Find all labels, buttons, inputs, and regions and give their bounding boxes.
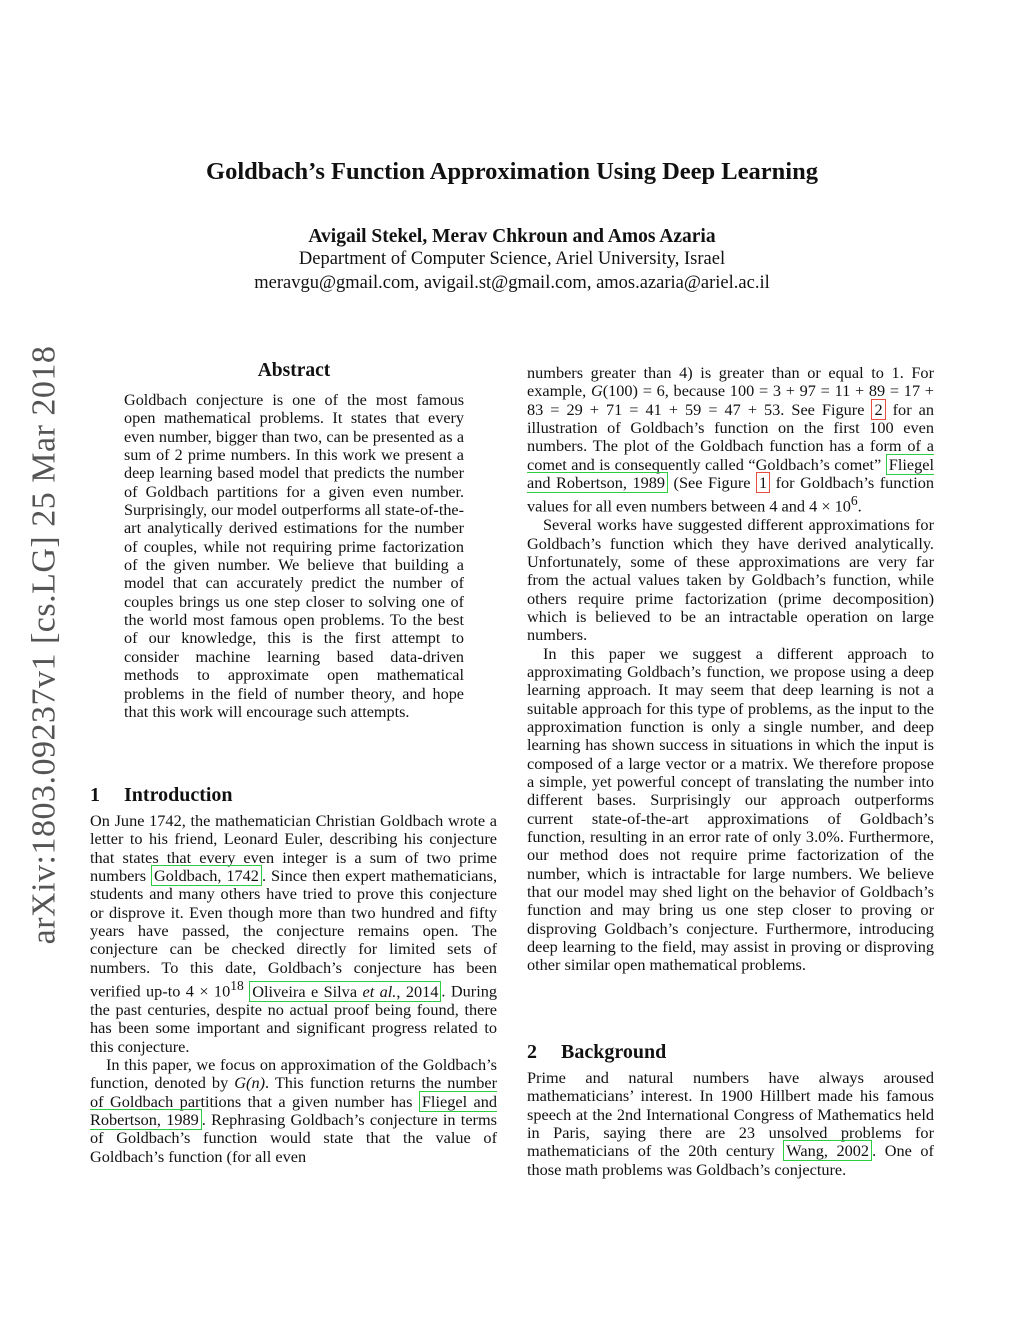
section-heading-introduction <box>90 784 233 807</box>
background-column <box>527 1069 934 1179</box>
author-affiliation: Department of Computer Science, Ariel University, Israel <box>298 249 726 269</box>
left-column <box>90 812 497 1166</box>
right-column <box>527 364 934 975</box>
abstract-heading: Abstract <box>257 360 331 381</box>
section-heading-background <box>527 1041 666 1064</box>
section-title: Introduction <box>124 784 233 806</box>
abstract-text: Goldbach conjecture is one of the most famous open mathematical problems. It states that every even number, bigger than two, can be presented as a sum of 2 prime numbers. In this work we present a deep learning based model that predicts the number of Goldbach partitions for a given even number. Surprisingly, our model outperforms all state-of-the-art analytically derived estimations for the number of couples, while not requiring prime factorization of the given number. We believe that building a model that can accurately predict the number of couples brings us one step closer to solving one of the world most famous open problems. To the best of our knowledge, this is the first attempt to consider machine learning based data-driven methods to approximate open mathematical problems in the field of number theory, and hope that this work will encourage such attempts. <box>124 391 464 721</box>
intro-paragraph-3: numbers greater than 4) is greater than or equal to 1. For example, G(100) = 6, because 100 = 3 + 97 = 11 + 89 = 17 + 83 = 29 + 71 = 41 + 59 = 47 + 53. See Figure 2 for an illustration of Goldbach’s function on the first 100 even numbers. The plot of the Goldbach function has a form of a comet and is consequently called “Goldbach’s comet” Fliegel and Robertson, 1989 (See Figure 1 for Goldbach’s function values for all even numbers between 4 and $4 \times 10^6$. <box>527 363 935 516</box>
citation-link[interactable]: Oliveira e Silva et al., 2014 <box>249 981 441 1002</box>
section-number: 1 <box>90 784 100 806</box>
author-emails: meravgu@gmail.com, avigail.st@gmail.com, amos.azaria@ariel.ac.il <box>254 273 770 293</box>
background-paragraph-1: Prime and natural numbers have always aroused mathematicians’ interest. In 1900 Hillbert made his famous speech at the 2nd International Congress of Mathematics held in Paris, saying there are 23 unsolved problems for mathematicians of the 20th century Wang, 2002 . One of those math problems was Goldbach’s conjecture. <box>527 1068 934 1179</box>
intro-paragraph-1: On June 1742, the mathematician Christian Goldbach wrote a letter to his friend, Leonard Euler, describing his conjecture that states that every even integer is a sum of two prime numbers Goldbach, 1742 . Since then expert mathematicians, students and many others have tried to prove this conjecture or disprove it. Even though more than two hundred and fifty years have passed, the conjecture remains open. The conjecture can be checked directly for limited sets of numbers. To this date, Goldbach’s conjecture has been verified up-to $4 \times 10^{18}$ Oliveira e Silva et al., 2014 . During the past centuries, despite no actual proof being found, there has been some important and significant progress related to this conjecture. <box>90 811 498 1056</box>
arxiv-stamp: arXiv:1803.09237v1 [cs.LG] 25 Mar 2018 <box>25 345 63 945</box>
citation-link[interactable]: Fliegel and Robertson, 1989 <box>527 454 934 493</box>
figure-reference-link[interactable]: 2 <box>871 399 885 420</box>
paper-title: Goldbach’s Function Approximation Using Deep Learning <box>206 158 818 185</box>
intro-paragraph-2: In this paper, we focus on approximation of the Goldbach’s function, denoted by G(n). This function returns the number of Goldbach partitions that a given number has Fliegel and Robertson, 1989 . Rephrasing Goldbach’s conjecture in terms of Goldbach’s function would state that the value of Goldbach’s function (for all even <box>90 1054 498 1166</box>
figure-reference-link[interactable]: 1 <box>756 472 770 493</box>
citation-link[interactable]: Wang, 2002 <box>783 1140 872 1161</box>
citation-link[interactable]: Goldbach, 1742 <box>151 865 262 886</box>
section-number: 2 <box>527 1041 537 1063</box>
section-title: Background <box>561 1041 667 1063</box>
intro-paragraph-5: In this paper we suggest a different approach to approximating Goldbach’s function, we propose using a deep learning approach. It may seem that deep learning is not a suitable approach for this type of problems, as the input to the approximation function is only a single number, and deep learning has shown success in situations in which the input is composed of a large vector or a matrix. We therefore propose a simple, yet powerful concept of translating the number into different bases. Surprisingly our approach outperforms current state-of-the-art approximations of Goldbach’s function, resulting in an error rate of only 3.0%. Furthermore, our method does not require prime factorization of the number, which is intractable for large numbers. We believe that our model may shed light on the behavior of Goldbach’s function and may bring us one step closer to proving or disproving Goldbach’s conjecture. Furthermore, introducing deep learning to the field, may assist in proving or disproving other similar open mathematical problems. <box>527 643 934 975</box>
intro-paragraph-4: Several works have suggested different approximations for Goldbach’s function which they have derived analytically. Unfortunately, some of these approximations are very far from the actual values taken by Goldbach’s function, while others require prime factorization (prime decomposition) which is believed to be an intractable operation on large numbers. <box>527 515 934 645</box>
citation-link[interactable]: Fliegel and Robertson, 1989 <box>90 1091 498 1129</box>
paper-authors: Avigail Stekel, Merav Chkroun and Amos Azaria <box>308 226 716 247</box>
